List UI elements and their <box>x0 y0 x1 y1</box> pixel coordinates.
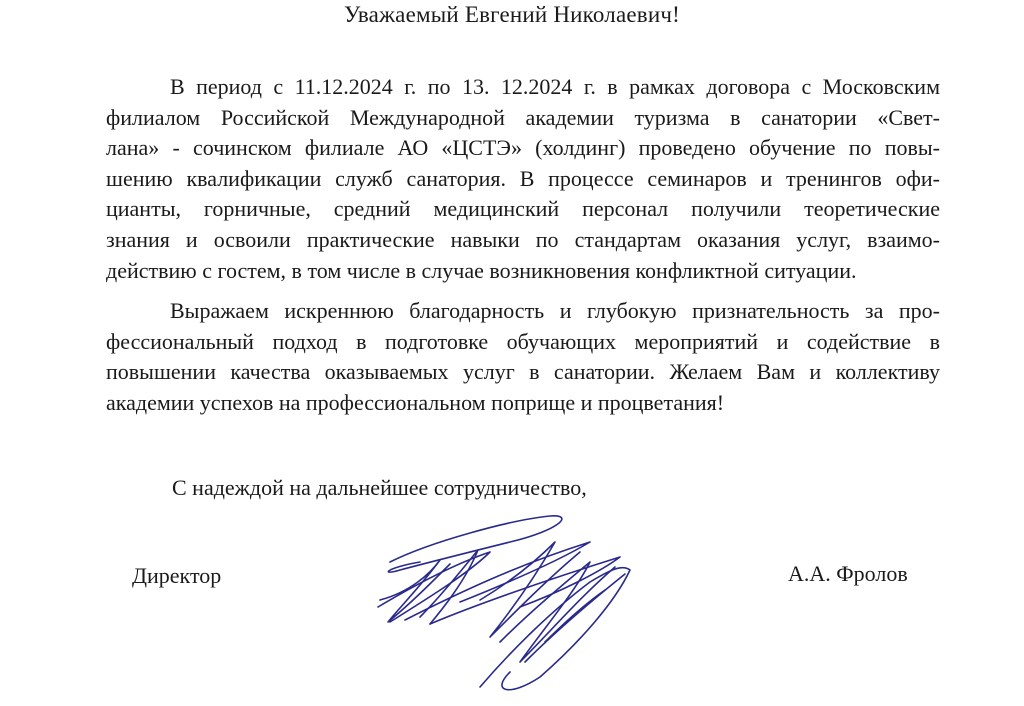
paragraph-line: академии успехов на профессиональном поприще и процветания! <box>106 389 725 415</box>
paragraph-line: филиалом Российской Международной академии туризма в санатории «Свет- <box>106 104 940 130</box>
paragraph-line: В период с 11.12.2024 г. по 13. 12.2024 г. в рамках договора с Московским <box>170 74 940 99</box>
signer-name: А.А. Фролов <box>788 561 908 586</box>
handwritten-signature <box>360 512 660 702</box>
paragraph-line: Выражаем искреннюю благодарность и глубокую признательность за про- <box>170 298 940 323</box>
paragraph-gratitude-details <box>106 72 940 286</box>
paragraph-thanks <box>106 296 940 418</box>
paragraph-line: фессиональный подход в подготовке обучающих мероприятий и содействие в <box>106 328 940 354</box>
letter-closing: С надеждой на дальнейшее сотрудничество, <box>172 475 587 500</box>
paragraph-line: шению квалификации служб санатория. В процессе семинаров и тренингов офи- <box>106 165 940 191</box>
signer-role: Директор <box>132 563 222 588</box>
letter-greeting: Уважаемый Евгений Николаевич! <box>344 2 680 27</box>
paragraph-line: лана» - сочинском филиале АО «ЦСТЭ» (холдинг) проведено обучение по повы- <box>106 135 940 161</box>
signature-stroke <box>420 550 478 624</box>
paragraph-line: действию с гостем, в том числе в случае возникновения конфликтной ситуации. <box>106 257 857 283</box>
paragraph-line: знания и освоили практические навыки по стандартам оказания услуг, взаимо- <box>106 226 940 252</box>
paragraph-line: цианты, горничные, средний медицинский персонал получили теоретические <box>106 196 940 222</box>
signature-stroke <box>388 516 562 572</box>
paragraph-line: повышении качества оказываемых услуг в санатории. Желаем Вам и коллективу <box>106 359 940 385</box>
